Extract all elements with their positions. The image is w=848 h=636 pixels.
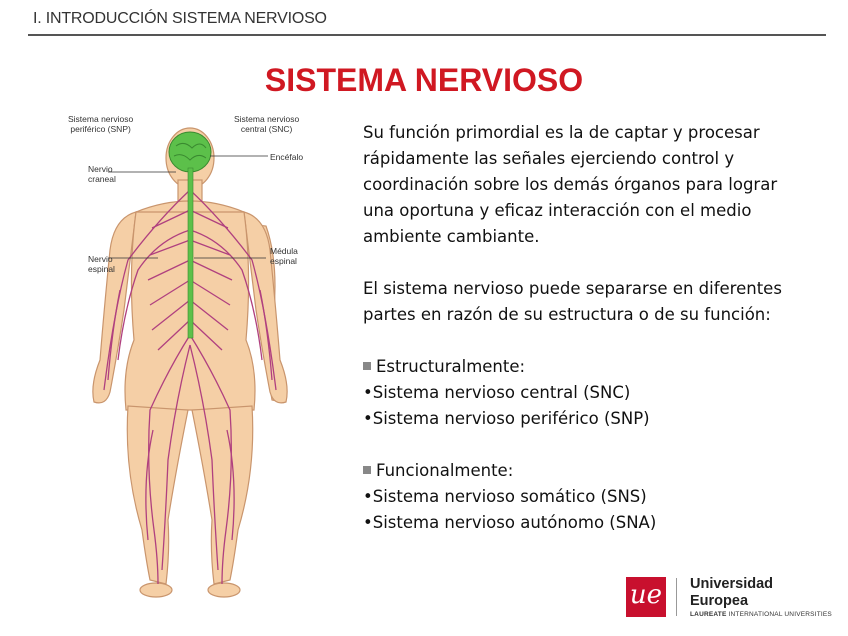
logo-divider: [676, 578, 677, 616]
label-snc: Sistema nervioso central (SNC): [234, 114, 300, 134]
slide-title: SISTEMA NERVIOSO: [264, 62, 584, 98]
label-nervio-espinal: Nervio espinal: [88, 254, 115, 274]
list-item: •Sistema nervioso somático (SNS): [363, 487, 647, 506]
nervous-system-figure: [58, 110, 348, 608]
section-functional-heading: Funcionalmente:: [363, 458, 803, 484]
header-divider: [28, 34, 826, 36]
slide-body: [363, 120, 803, 536]
list-item: •Sistema nervioso periférico (SNP): [363, 409, 650, 428]
label-encefalo: Encéfalo: [270, 152, 304, 162]
section-structural-heading: Estructuralmente:: [363, 354, 803, 380]
label-medula-espinal: Médula espinal: [270, 246, 298, 266]
label-nervio-craneal: Nervio craneal: [88, 164, 116, 184]
university-name: Universidad Europea: [690, 576, 773, 609]
university-logo-icon: ue: [626, 577, 666, 617]
paragraph-division: El sistema nervioso puede separarse en diferentes partes en razón de su estructura o de su función:: [363, 279, 782, 324]
list-item: •Sistema nervioso autónomo (SNA): [363, 513, 657, 532]
logo-tagline: LAUREATE INTERNATIONAL UNIVERSITIES: [690, 611, 832, 618]
list-item: •Sistema nervioso central (SNC): [363, 383, 631, 402]
square-bullet-icon: [363, 362, 371, 370]
label-snp: Sistema nervioso periférico (SNP): [68, 114, 134, 134]
nervous-system-illustration: [58, 110, 348, 608]
paragraph-function: Su función primordial es la de captar y procesar rápidamente las señales ejerciendo control y coordinación sobre los demás órganos para lograr una oportuna y eficaz interacción con el medio ambiente cambiante.: [363, 123, 778, 246]
section-header: I. INTRODUCCIÓN SISTEMA NERVIOSO: [33, 10, 327, 27]
square-bullet-icon: [363, 466, 371, 474]
